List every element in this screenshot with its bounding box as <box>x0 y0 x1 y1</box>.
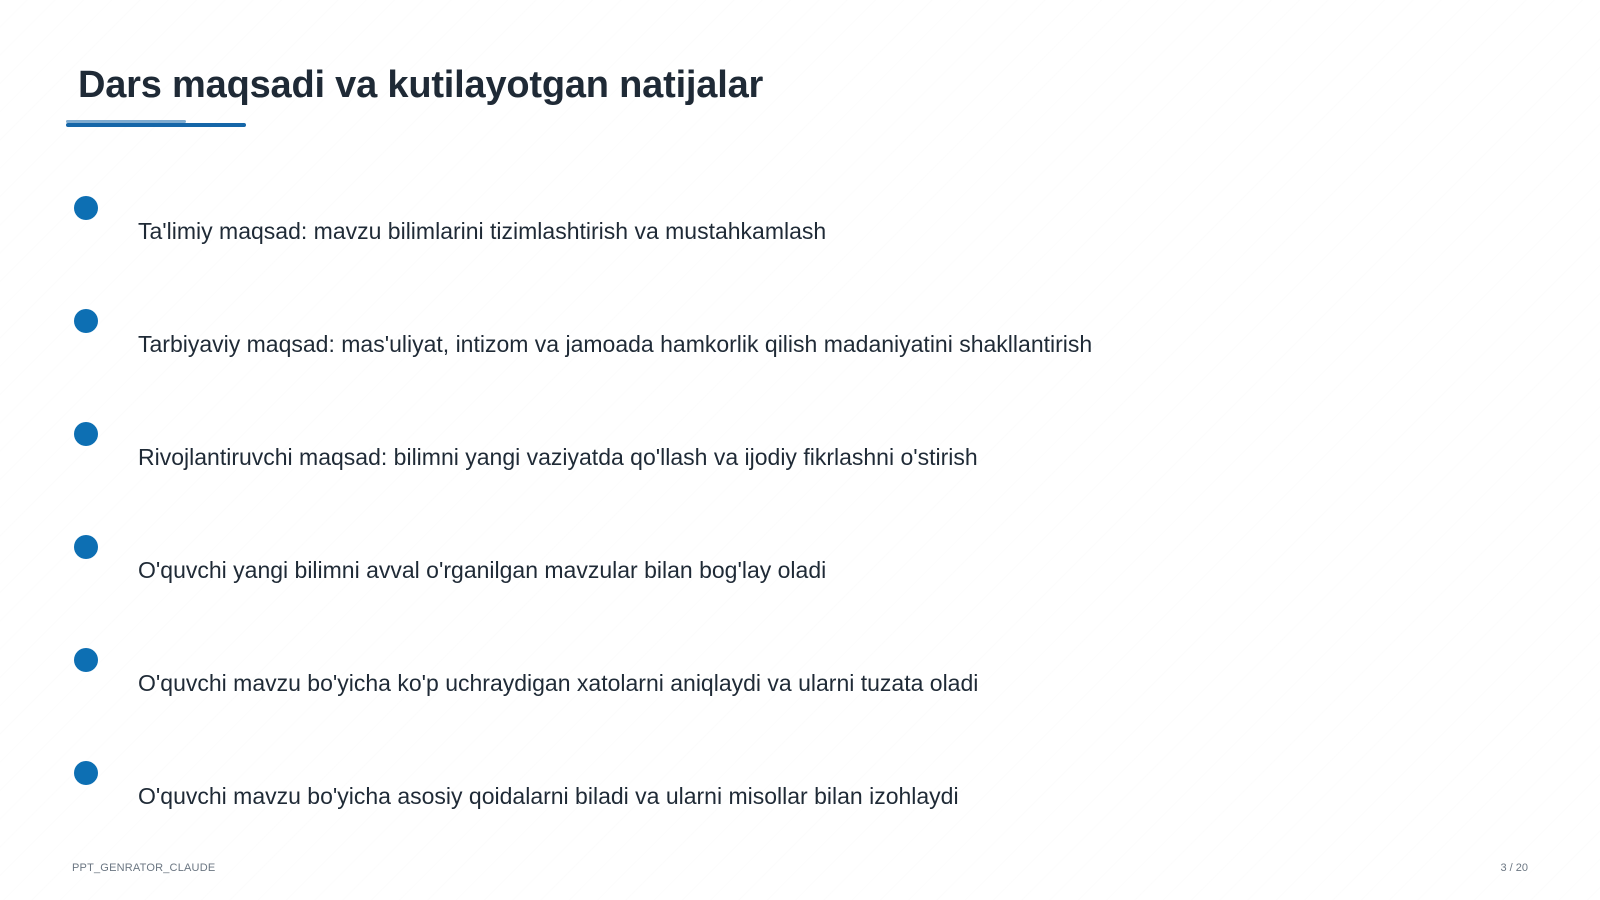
list-item <box>0 309 1600 389</box>
slide-title: Dars maqsadi va kutilayotgan natijalar <box>78 64 764 106</box>
list-item <box>0 761 1600 841</box>
list-item <box>0 535 1600 615</box>
bullet-text: Tarbiyaviy maqsad: mas'uliyat, intizom va jamoada hamkorlik qilish madaniyatini shakllantirish <box>138 331 1093 357</box>
bullet-text: Rivojlantiruvchi maqsad: bilimni yangi vaziyatda qo'llash va ijodiy fikrlashni o'stirish <box>138 444 978 470</box>
bullet-text: O'quvchi yangi bilimni avval o'rganilgan mavzular bilan bog'lay oladi <box>138 557 827 583</box>
list-item <box>0 648 1600 728</box>
bullet-dot-icon <box>74 535 98 559</box>
bullet-text: Ta'limiy maqsad: mavzu bilimlarini tizimlashtirish va mustahkamlash <box>138 218 827 244</box>
footer-page-number: 3 / 20 <box>1500 862 1528 874</box>
bullet-text: O'quvchi mavzu bo'yicha ko'p uchraydigan xatolarni aniqlaydi va ularni tuzata oladi <box>138 670 979 696</box>
list-item <box>0 196 1600 276</box>
bullet-dot-icon <box>74 196 98 220</box>
footer-source: PPT_GENRATOR_CLAUDE <box>72 862 216 874</box>
bullet-dot-icon <box>74 422 98 446</box>
bullet-dot-icon <box>74 648 98 672</box>
bullet-dot-icon <box>74 309 98 333</box>
bullet-dot-icon <box>74 761 98 785</box>
bullet-text: O'quvchi mavzu bo'yicha asosiy qoidalarni biladi va ularni misollar bilan izohlaydi <box>138 783 959 809</box>
list-item <box>0 422 1600 502</box>
